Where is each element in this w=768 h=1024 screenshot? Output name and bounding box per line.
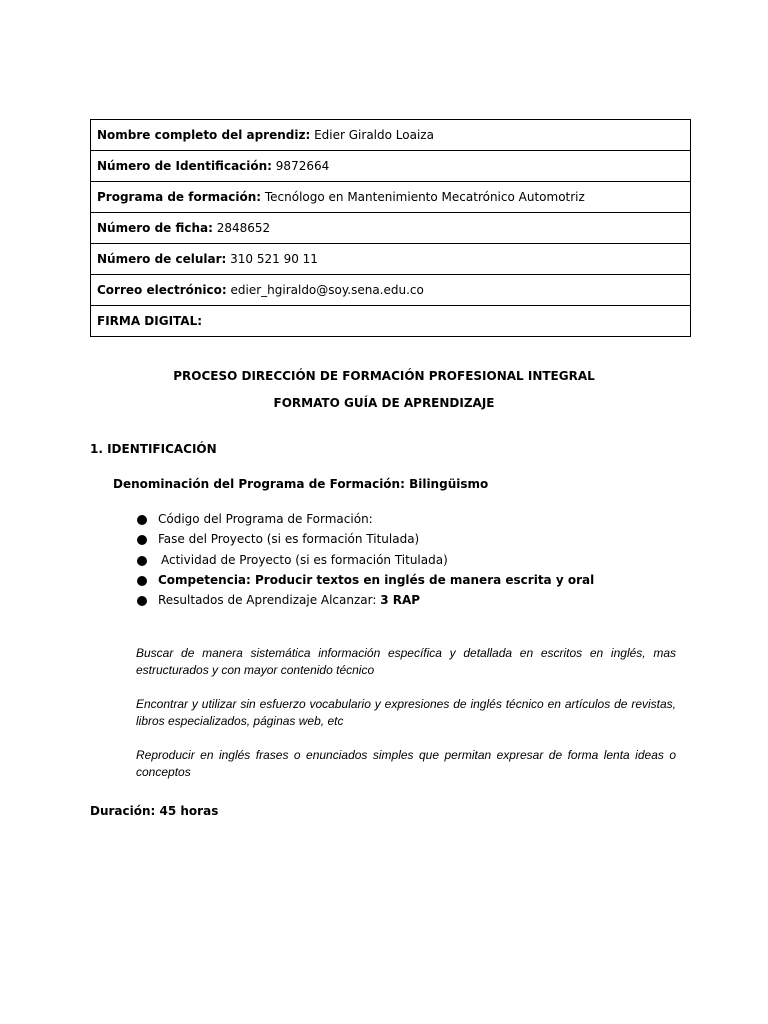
list-item-text (158, 593, 420, 608)
table-row (91, 120, 691, 151)
program-denomination: Denominación del Programa de Formación: Bilingüismo (113, 477, 489, 491)
list-item-text: Código del Programa de Formación: (158, 512, 373, 526)
table-cell (91, 244, 691, 275)
bullet-icon (137, 535, 147, 545)
process-title: PROCESO DIRECCIÓN DE FORMACIÓN PROFESIONAL INTEGRAL (173, 369, 595, 383)
table-cell (91, 120, 691, 151)
list-item-text: Actividad de Proyecto (si es formación Titulada) (161, 552, 448, 567)
results-label: Resultados de Aprendizaje Alcanzar: (158, 593, 381, 608)
duration-text: Duración: 45 horas (90, 804, 219, 818)
table-row (91, 151, 691, 182)
table-row (91, 244, 691, 275)
table-cell (91, 182, 691, 213)
field-value: 9872664 (271, 159, 330, 173)
table-cell (91, 213, 691, 244)
list-item-text: Fase del Proyecto (si es formación Titulada) (158, 532, 420, 547)
bullet-icon (137, 596, 147, 606)
learning-outcome-paragraph: Buscar de manera sistemática información específica y detallada en escritos en inglés, mas estructurados y con mayor contenido técnico (136, 646, 676, 677)
field-value: Tecnólogo en Mantenimiento Mecatrónico Automotriz (261, 190, 585, 204)
bullet-icon (137, 515, 147, 525)
field-value: edier_hgiraldo@soy.sena.edu.co (226, 283, 424, 297)
table-row (91, 182, 691, 213)
field-label: Número de ficha: (97, 221, 213, 235)
table-row (91, 213, 691, 244)
student-info-table (90, 119, 691, 337)
field-label: Número de celular: (97, 252, 227, 266)
field-value: 310 521 90 11 (226, 252, 318, 266)
field-label: Número de Identificación: (97, 159, 272, 173)
table-cell (91, 275, 691, 306)
results-value: 3 RAP (380, 593, 421, 608)
field-label: FIRMA DIGITAL: (97, 314, 203, 328)
table-cell (91, 306, 691, 337)
bullet-icon (137, 556, 147, 566)
bullet-icon (137, 576, 147, 586)
learning-outcome-paragraph: Encontrar y utilizar sin esfuerzo vocabulario y expresiones de inglés técnico en artículos de revistas, libros especializados, páginas web, etc (136, 697, 676, 728)
field-value: 2848652 (212, 221, 271, 235)
table-row (91, 275, 691, 306)
field-label: Programa de formación: (97, 190, 262, 204)
field-label: Correo electrónico: (97, 283, 227, 297)
field-label: Nombre completo del aprendiz: (97, 128, 311, 142)
table-cell (91, 151, 691, 182)
section-heading: 1. IDENTIFICACIÓN (90, 442, 217, 456)
learning-outcome-paragraph: Reproducir en inglés frases o enunciados simples que permitan expresar de forma lenta ideas o conceptos (136, 748, 676, 779)
format-title: FORMATO GUÍA DE APRENDIZAJE (273, 396, 495, 410)
list-item-text: Competencia: Producir textos en inglés de manera escrita y oral (158, 572, 595, 587)
table-row (91, 306, 691, 337)
field-value: Edier Giraldo Loaiza (310, 128, 434, 142)
